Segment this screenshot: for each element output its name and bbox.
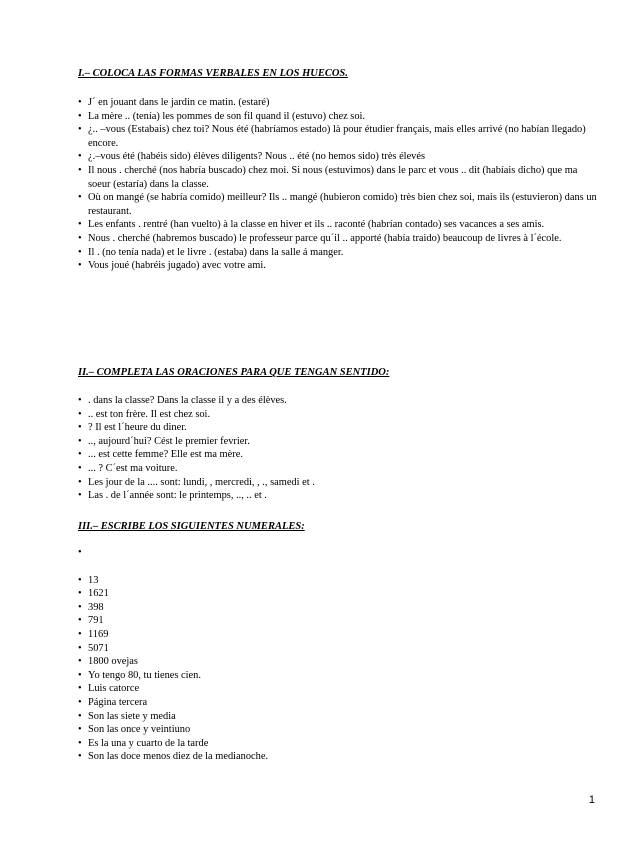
list-item: [78, 710, 598, 724]
bullet-icon: •: [78, 449, 82, 461]
list-item: [78, 737, 598, 751]
list-item: [78, 408, 598, 422]
list-item-text: ? Il est l´heure du diner.: [88, 422, 187, 434]
bullet-icon: •: [78, 408, 82, 420]
list-item: [78, 96, 598, 110]
bullet-icon: •: [78, 751, 82, 763]
list-item-text: 791: [88, 615, 104, 627]
list-item: [78, 448, 598, 462]
list-item-text: ¿.. –vous (Estabais) chez toi? Nous été (habríamos estado) là pour étudier français, mais elles arrivé (no habían llegado) encore.: [88, 124, 586, 149]
list-item: [78, 110, 598, 124]
list-item: [78, 462, 598, 476]
bullet-icon: •: [78, 601, 82, 613]
list-item-text: 1621: [88, 588, 109, 600]
section-3-heading: III.– ESCRIBE LOS SIGUIENTES NUMERALES:: [78, 521, 305, 532]
list-item-text: Où on mangé (se habría comido) meilleur? Ils .. mangé (hubieron comido) très bien chez soi, mais ils (estuvieron) dans un restaurant.: [88, 192, 597, 217]
bullet-icon: •: [78, 683, 82, 695]
bullet-icon: •: [78, 737, 82, 749]
bullet-icon: •: [78, 164, 82, 176]
list-item: [78, 259, 598, 273]
list-item: [78, 232, 598, 246]
list-item-text: ¿.–vous été (habéis sido) élèves diligents? Nous .. été (no hemos sido) très élevés: [88, 151, 426, 163]
bullet-icon: •: [78, 260, 82, 272]
list-item: [78, 489, 598, 503]
list-item-text: . dans la classe? Dans la classe il y a des élèves.: [88, 395, 287, 406]
bullet-icon: •: [78, 588, 82, 600]
list-item-text: 13: [88, 574, 99, 586]
list-item: [78, 696, 598, 710]
list-item-text: 398: [88, 601, 104, 613]
bullet-icon: •: [78, 615, 82, 627]
list-item-text: Nous . cherché (habremos buscado) le professeur parce qu´il .. apporté (había traido) beaucoup de livres à l´école.: [88, 232, 562, 244]
bullet-icon: •: [78, 232, 82, 244]
section-2-list: [78, 394, 598, 503]
bullet-icon: •: [78, 574, 82, 586]
bullet-icon: •: [78, 124, 82, 136]
bullet-icon: •: [78, 476, 82, 488]
list-item-text: Les enfants . rentré (han vuelto) à la classe en hiver et ils .. raconté (habrían contado) ses vacances a ses amis.: [88, 219, 545, 231]
list-item: [78, 750, 598, 764]
bullet-icon: •: [78, 724, 82, 736]
bullet-icon: •: [78, 110, 82, 122]
bullet-icon: •: [78, 246, 82, 258]
list-item-text: Página tercera: [88, 696, 148, 708]
list-item-text: ... est cette femme? Elle est ma mère.: [88, 449, 243, 461]
page-number: 1: [588, 794, 595, 806]
bullet-icon: •: [78, 656, 82, 668]
list-item-text: Es la una y cuarto de la tarde: [88, 737, 209, 749]
list-item-text: Vous joué (habréis jugado) avec votre ami.: [88, 260, 266, 272]
list-item-text: 1169: [88, 628, 109, 640]
bullet-icon: •: [78, 422, 82, 434]
list-item: [78, 587, 598, 601]
list-item-text: Son las doce menos diez de la medianoche.: [88, 751, 269, 763]
list-item: [78, 421, 598, 435]
list-item: [78, 123, 598, 150]
section-3-list: [78, 546, 598, 764]
list-item-text: Il nous . cherché (nos habría buscado) chez moi. Si nous (estuvimos) dans le parc et vous .. dit (habíais dicho) que ma soeur (estaría) dans la classe.: [88, 164, 578, 190]
list-item: [78, 655, 598, 669]
bullet-icon: •: [78, 395, 82, 406]
list-item-text: Les jour de la .... sont: lundi, , mercredi, , ., samedi et .: [88, 476, 315, 488]
list-item: [78, 164, 598, 191]
list-item-text: .., aujourd´hui? Cést le premier fevrier.: [88, 435, 250, 447]
list-item: [78, 246, 598, 260]
list-item-text: Las . de l´année sont: le printemps, .., .. et .: [88, 490, 267, 502]
list-item-text: Son las siete y media: [88, 710, 176, 722]
bullet-icon: •: [78, 151, 82, 163]
bullet-icon: •: [78, 669, 82, 681]
bullet-icon: •: [78, 547, 82, 558]
section-2-heading: II.– COMPLETA LAS ORACIONES PARA QUE TENGAN SENTIDO:: [78, 367, 390, 378]
bullet-icon: •: [78, 219, 82, 231]
list-item-text: Yo tengo 80, tu tienes cien.: [88, 669, 201, 681]
list-item-text: Luis catorce: [88, 683, 140, 695]
bullet-icon: •: [78, 462, 82, 474]
list-item: [78, 628, 598, 642]
bullet-icon: •: [78, 192, 82, 204]
list-item: [78, 614, 598, 628]
section-1-heading: I.– COLOCA LAS FORMAS VERBALES EN LOS HUECOS.: [78, 68, 348, 79]
list-item-text: 1800 ovejas: [88, 656, 138, 668]
list-item: [78, 191, 598, 218]
list-item-text: 5071: [88, 642, 109, 654]
list-item-text: La mère .. (tenía) les pommes de son fil quand il (estuvo) chez soi.: [88, 110, 366, 122]
list-item-text: Il . (no tenía nada) et le livre . (estaba) dans la salle á manger.: [88, 246, 344, 258]
list-item: [78, 394, 598, 408]
blank-line: [78, 560, 598, 574]
list-item: [78, 669, 598, 683]
bullet-icon: •: [78, 490, 82, 502]
bullet-icon: •: [78, 628, 82, 640]
list-item: [78, 476, 598, 490]
bullet-icon: •: [78, 710, 82, 722]
list-item: [78, 723, 598, 737]
list-item-text: J´ en jouant dans le jardin ce matin. (estaré): [88, 97, 270, 108]
list-item: [78, 682, 598, 696]
list-item: [78, 642, 598, 656]
bullet-icon: •: [78, 435, 82, 447]
list-item: [78, 435, 598, 449]
list-item: [78, 601, 598, 615]
bullet-icon: •: [78, 642, 82, 654]
list-item: [78, 574, 598, 588]
list-item: [78, 150, 598, 164]
bullet-icon: •: [78, 696, 82, 708]
list-item: [78, 218, 598, 232]
list-item-text: Son las once y veintiuno: [88, 724, 191, 736]
list-item-text: ... ? C´est ma voiture.: [88, 462, 178, 474]
list-item-text: .. est ton frère. Il est chez soi.: [88, 408, 211, 420]
section-1-list: [78, 96, 598, 273]
bullet-icon: •: [78, 97, 82, 108]
